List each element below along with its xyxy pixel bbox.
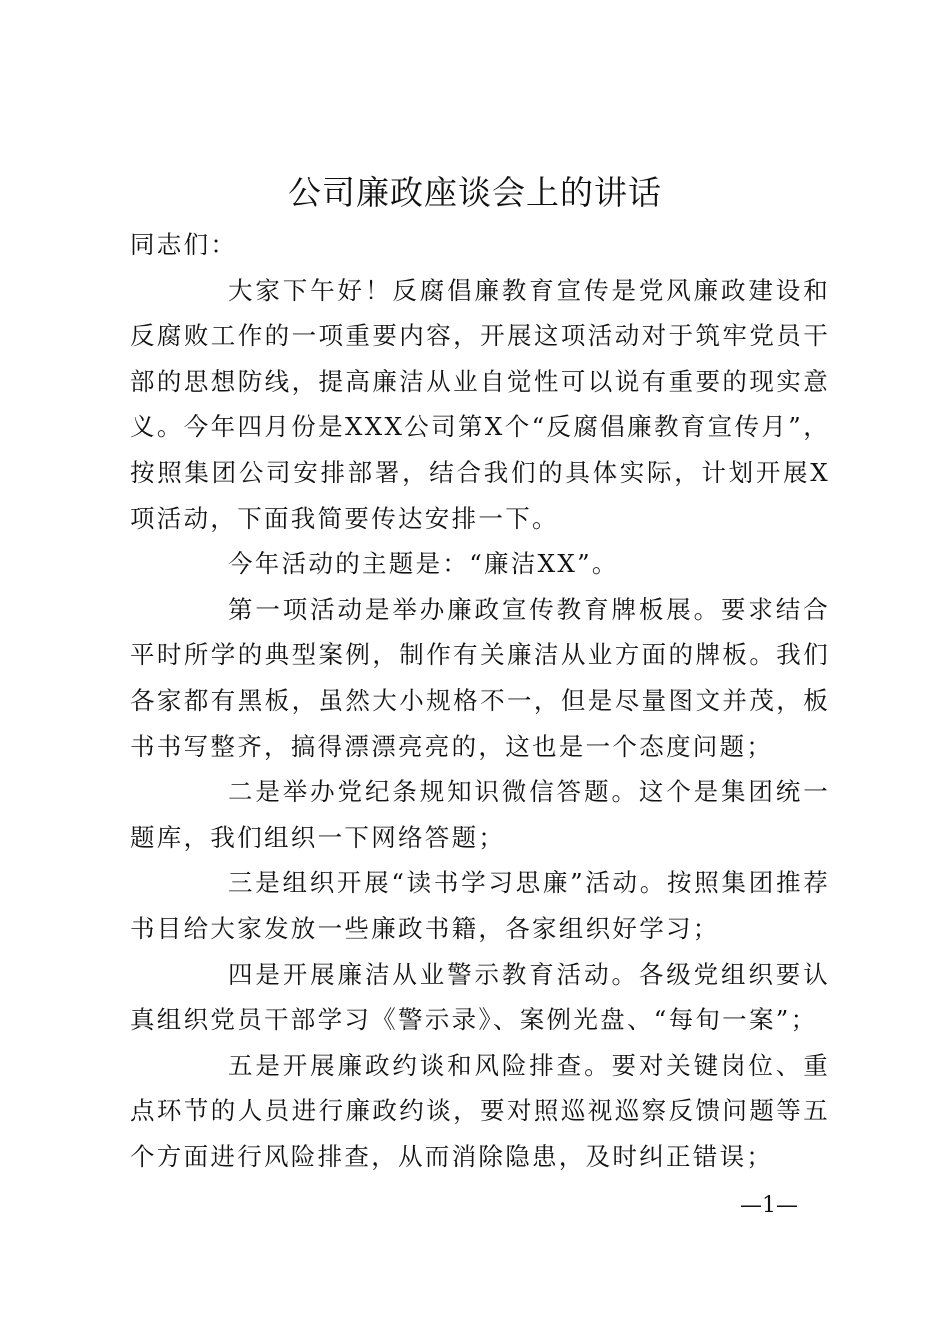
paragraph-activity-1: 第一项活动是举办廉政宣传教育牌板展。要求结合平时所学的典型案例，制作有关廉洁从业方面的牌板。我们各家都有黑板，虽然大小规格不一，但是尽量图文并茂，板书书写整齐，搞得漂漂亮亮的，这也是一个态度问题； xyxy=(130,594,830,761)
paragraph-activity-5: 五是开展廉政约谈和风险排查。要对关键岗位、重点环节的人员进行廉政约谈，要对照巡视巡察反馈问题等五个方面进行风险排查，从而消除隐患，及时纠正错误； xyxy=(130,1050,830,1171)
paragraph-theme: 今年活动的主题是：“廉洁XX”。 xyxy=(228,549,619,579)
document-title: 公司廉政座谈会上的讲话 xyxy=(288,173,662,212)
paragraph-activity-4: 四是开展廉洁从业警示教育活动。各级党组织要认真组织党员干部学习《警示录》、案例光盘、“每旬一案”； xyxy=(130,959,830,1035)
paragraph-activity-3: 三是组织开展“读书学习思廉”活动。按照集团推荐书目给大家发放一些廉政书籍，各家组织好学习； xyxy=(130,868,830,943)
paragraph-opening: 大家下午好！反腐倡廉教育宣传是党风廉政建设和反腐败工作的一项重要内容，开展这项活动对于筑牢党员干部的思想防线，提高廉洁从业自觉性可以说有重要的现实意义。今年四月份是XXX公司第X个“反腐倡廉教育宣传月”，按照集团公司安排部署，结合我们的具体实际，计划开展X项活动，下面我简要传达安排一下。 xyxy=(130,275,830,533)
document-body xyxy=(130,222,830,1179)
paragraph-activity-2: 二是举办党纪条规知识微信答题。这个是集团统一题库，我们组织一下网络答题； xyxy=(130,777,830,852)
page-number: —1— xyxy=(740,1193,798,1218)
salutation: 同志们： xyxy=(130,230,238,259)
